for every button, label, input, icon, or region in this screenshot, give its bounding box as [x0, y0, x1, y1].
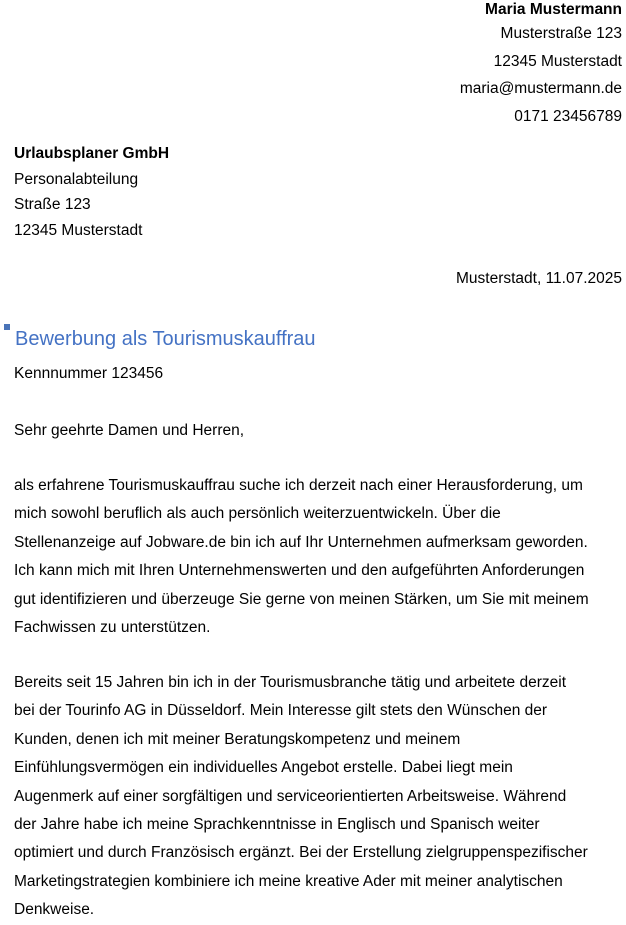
body-paragraph	[14, 472, 626, 642]
sender-name: Maria Mustermann	[485, 1, 622, 18]
sender-street: Musterstraße 123	[500, 25, 622, 42]
sender-city: 12345 Musterstadt	[493, 52, 622, 70]
paragraph-line: Denkweise.	[14, 901, 95, 919]
paragraph-line: Marketingstrategien kombiniere ich meine kreative Ader mit meiner analytischen	[14, 872, 563, 890]
sender-email: maria@mustermann.de	[459, 80, 622, 97]
salutation: Sehr geehrte Damen und Herren,	[14, 422, 245, 439]
paragraph-line: gut identifizieren und überzeuge Sie gerne von meinen Stärken, um Sie mit meinem	[14, 590, 589, 608]
paragraph-line: Kunden, denen ich mit meiner Beratungskompetenz und meinem	[14, 730, 461, 748]
subject-marker	[4, 324, 10, 330]
recipient-company: Urlaubsplaner GmbH	[14, 145, 170, 162]
paragraph-line: als erfahrene Tourismuskauffrau suche ich derzeit nach einer Herausforderung, um	[14, 477, 583, 494]
paragraph-line: Ich kann mich mit Ihren Unternehmenswerten und den aufgeführten Anforderungen	[14, 562, 585, 580]
paragraph-line: Bereits seit 15 Jahren bin ich in der Tourismusbranche tätig und arbeitete derzeit	[14, 674, 566, 691]
recipient-block	[14, 141, 169, 243]
paragraph-line: mich sowohl beruflich als auch persönlich weiterzuentwickeln. Über die	[14, 505, 501, 523]
paragraph-line: Augenmerk auf einer sorgfältigen und serviceorientierten Arbeitsweise. Während	[14, 787, 567, 805]
letter-date: Musterstadt, 11.07.2025	[455, 270, 622, 287]
recipient-department: Personalabteilung	[14, 170, 139, 188]
paragraph-line: Einfühlungsvermögen ein individuelles Angebot erstelle. Dabei liegt mein	[14, 759, 513, 777]
recipient-street: Straße 123	[14, 196, 91, 213]
recipient-city: 12345 Musterstadt	[14, 221, 143, 239]
paragraph-line: bei der Tourinfo AG in Düsseldorf. Mein Interesse gilt stets den Wünschen der	[14, 702, 548, 720]
sender-block	[460, 0, 622, 130]
body-paragraph	[14, 669, 626, 925]
paragraph-line: Stellenanzeige auf Jobware.de bin ich auf Ihr Unternehmen aufmerksam geworden.	[14, 533, 588, 551]
letter-subject: Bewerbung als Tourismuskauffrau	[15, 328, 316, 350]
reference-number: Kennnummer 123456	[14, 365, 164, 382]
paragraph-line: der Jahre habe ich meine Sprachkenntnisse in Englisch und Spanisch weiter	[14, 816, 540, 834]
paragraph-line: Fachwissen zu unterstützen.	[14, 619, 211, 637]
paragraph-line: optimiert und durch Französisch ergänzt. Bei der Erstellung zielgruppenspezifischer	[14, 844, 588, 862]
sender-phone: 0171 23456789	[514, 107, 622, 125]
